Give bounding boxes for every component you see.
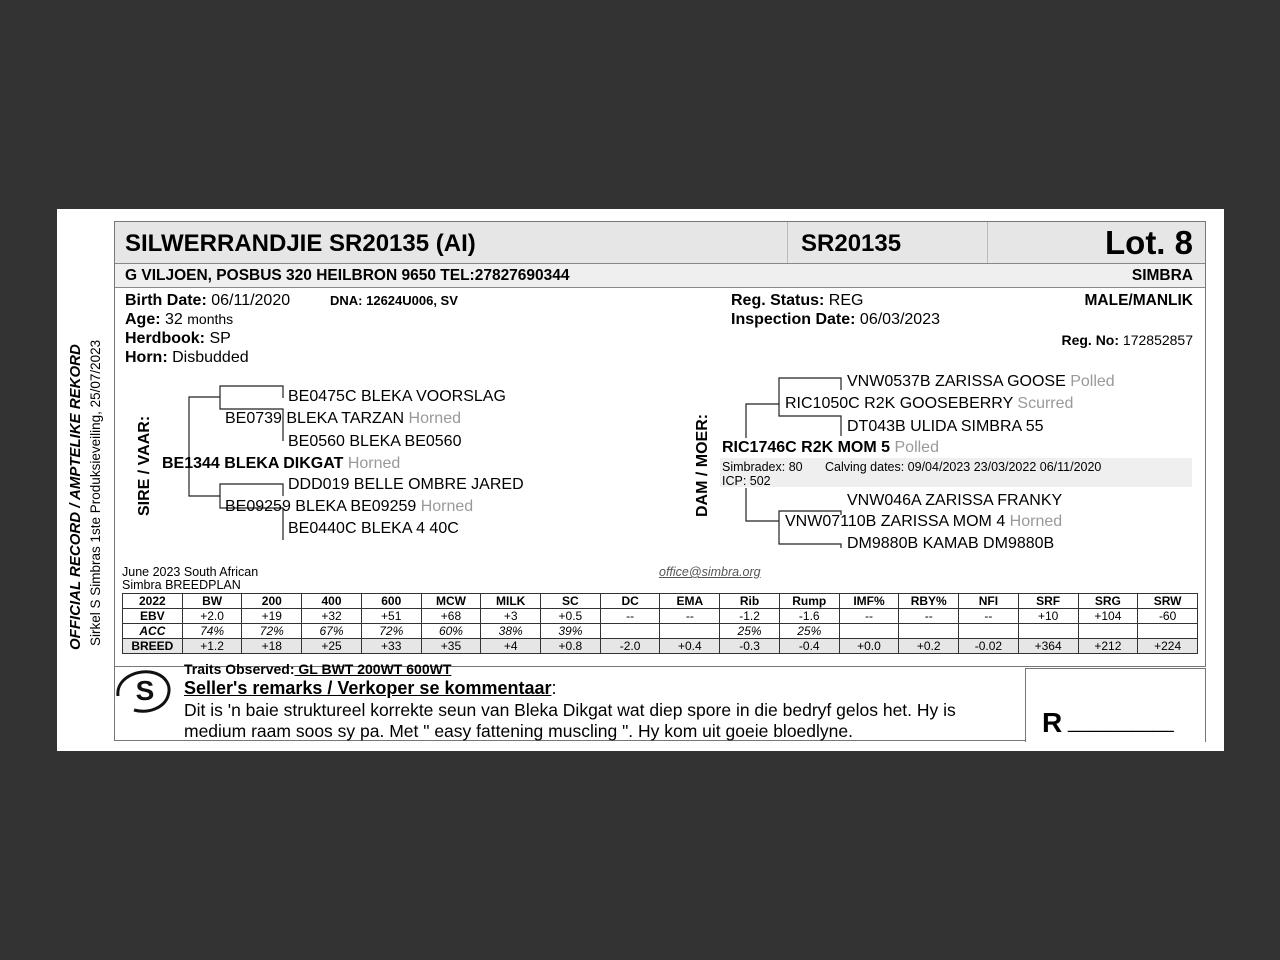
table-cell: -- <box>600 609 660 624</box>
table-cell <box>1078 624 1138 639</box>
table-cell: +1.2 <box>182 639 242 654</box>
dam-name: RIC1746C R2K MOM 5 Polled <box>722 439 939 456</box>
calving-dates: Calving dates: 09/04/2023 23/03/2022 06/11/2020 <box>825 460 1102 474</box>
table-header: BW <box>182 594 242 609</box>
table-cell: -0.3 <box>720 639 780 654</box>
table-cell: 72% <box>361 624 421 639</box>
herdbook: Herdbook: SP <box>125 330 231 347</box>
table-cell: +51 <box>361 609 421 624</box>
table-cell: -1.2 <box>720 609 780 624</box>
table-cell <box>839 624 899 639</box>
sire-name: BE1344 BLEKA DIKGAT Horned <box>162 455 401 472</box>
dam-sire-sire: VNW0537B ZARISSA GOOSE Polled <box>847 373 1115 390</box>
table-header: NFI <box>959 594 1019 609</box>
table-cell: +68 <box>421 609 481 624</box>
table-header: IMF% <box>839 594 899 609</box>
reg-status: Reg. Status: REG <box>731 292 864 309</box>
remarks-line-1: Dit is 'n baie struktureel korrekte seun van Bleka Dikgat wat diep spore in die bedryf gelos het. Hy is <box>184 700 956 720</box>
table-cell <box>600 624 660 639</box>
table-cell <box>899 624 959 639</box>
office-email-link[interactable]: office@simbra.org <box>659 565 761 579</box>
table-cell: -- <box>899 609 959 624</box>
table-cell: -0.4 <box>779 639 839 654</box>
table-cell: +10 <box>1018 609 1078 624</box>
table-cell: +0.2 <box>899 639 959 654</box>
table-cell: -1.6 <box>779 609 839 624</box>
table-header: 600 <box>361 594 421 609</box>
table-cell: +0.5 <box>541 609 601 624</box>
sire-dam-sire: DDD019 BELLE OMBRE JARED <box>288 476 524 493</box>
table-cell: +35 <box>421 639 481 654</box>
table-header: 2022 <box>123 594 183 609</box>
table-cell: -- <box>839 609 899 624</box>
table-header: RBY% <box>899 594 959 609</box>
sire-dam-dam: BE0440C BLEKA 4 40C <box>288 520 459 537</box>
table-cell: +0.4 <box>660 639 720 654</box>
table-header: SRW <box>1138 594 1198 609</box>
table-cell: 25% <box>720 624 780 639</box>
breed-name: SIMBRA <box>1131 267 1193 284</box>
sire-sire: BE0739 BLEKA TARZAN Horned <box>225 410 461 427</box>
remarks-line-2: medium raam soos sy pa. Met " easy fattening muscling ". Hy kom uit goeie bloedlyne. <box>184 721 853 741</box>
price-blank[interactable]: __________ <box>1068 712 1174 733</box>
dam-label: DAM / MOER: <box>694 413 711 517</box>
table-cell <box>1018 624 1078 639</box>
traits-observed: Traits Observed: GL BWT 200WT 600WT <box>184 661 452 677</box>
birth-date: Birth Date: 06/11/2020 <box>125 292 291 309</box>
lot-number: Lot. 8 <box>1105 224 1193 261</box>
reg-number: Reg. No: 172852857 <box>1061 332 1193 348</box>
table-cell: 74% <box>182 624 242 639</box>
table-header-row <box>123 594 1198 609</box>
table-header: SRF <box>1018 594 1078 609</box>
table-cell: 72% <box>242 624 302 639</box>
table-cell: +0.8 <box>541 639 601 654</box>
breedplan-caption-2: Simbra BREEDPLAN <box>122 578 241 592</box>
breedplan-table <box>122 593 1198 654</box>
sirkel-s-logo-icon <box>112 666 176 716</box>
dam-dam-dam: DM9880B KAMAB DM9880B <box>847 535 1055 552</box>
table-cell: +224 <box>1138 639 1198 654</box>
animal-name: SILWERRANDJIE SR20135 (AI) <box>125 230 476 257</box>
svg-text:S: S <box>135 675 155 706</box>
dam-dam: VNW07110B ZARISSA MOM 4 Horned <box>785 513 1063 530</box>
table-cell: +33 <box>361 639 421 654</box>
breeder-info: G VILJOEN, POSBUS 320 HEILBRON 9650 TEL:27827690344 <box>125 267 570 284</box>
table-cell: 25% <box>779 624 839 639</box>
age: Age: 32 months <box>125 311 234 328</box>
sire-sire-sire: BE0475C BLEKA VOORSLAG <box>288 388 506 405</box>
sale-info: Sirkel S Simbras 1ste Produksieveiling, 25/07/2023 <box>88 339 103 646</box>
table-row-acc <box>123 624 1198 639</box>
table-cell: -- <box>959 609 1019 624</box>
dna-info: DNA: 12624U006, SV <box>330 293 458 308</box>
table-header: SRG <box>1078 594 1138 609</box>
price-label: R <box>1042 707 1063 738</box>
table-cell: -2.0 <box>600 639 660 654</box>
table-cell: -- <box>660 609 720 624</box>
animal-code: SR20135 <box>801 230 902 257</box>
table-cell: +212 <box>1078 639 1138 654</box>
table-header: MILK <box>481 594 541 609</box>
table-cell <box>959 624 1019 639</box>
table-cell: +4 <box>481 639 541 654</box>
table-header: 200 <box>242 594 302 609</box>
table-cell <box>1138 624 1198 639</box>
inspection-date: Inspection Date: 06/03/2023 <box>731 311 940 328</box>
table-cell: +25 <box>302 639 362 654</box>
sire-dam: BE09259 BLEKA BE09259 Horned <box>225 498 474 515</box>
table-header: MCW <box>421 594 481 609</box>
table-row-ebv <box>123 609 1198 624</box>
table-cell: 39% <box>541 624 601 639</box>
table-header: 400 <box>302 594 362 609</box>
table-cell: -0.02 <box>959 639 1019 654</box>
table-cell: +3 <box>481 609 541 624</box>
breedplan-caption-1: June 2023 South African <box>122 565 259 579</box>
table-cell: BREED <box>123 639 183 654</box>
table-cell: ACC <box>123 624 183 639</box>
table-cell: 60% <box>421 624 481 639</box>
official-record-label: OFFICIAL RECORD / AMPTELIKE REKORD <box>67 344 84 650</box>
table-header: DC <box>600 594 660 609</box>
dam-dam-sire: VNW046A ZARISSA FRANKY <box>847 492 1063 509</box>
table-cell: +104 <box>1078 609 1138 624</box>
table-cell: -60 <box>1138 609 1198 624</box>
icp: ICP: 502 <box>722 474 771 488</box>
remarks-title: Seller's remarks / Verkoper se kommentaar: <box>184 678 557 698</box>
table-header: Rib <box>720 594 780 609</box>
simbradex: Simbradex: 80 <box>722 460 803 474</box>
sire-label: SIRE / VAAR: <box>136 415 153 516</box>
table-cell: EBV <box>123 609 183 624</box>
table-header: Rump <box>779 594 839 609</box>
table-cell: +18 <box>242 639 302 654</box>
dam-sire-dam: DT043B ULIDA SIMBRA 55 <box>847 418 1044 435</box>
table-cell <box>660 624 720 639</box>
dam-sire: RIC1050C R2K GOOSEBERRY Scurred <box>785 395 1074 412</box>
table-cell: +0.0 <box>839 639 899 654</box>
sex: MALE/MANLIK <box>1084 292 1193 309</box>
table-cell: 67% <box>302 624 362 639</box>
sire-sire-dam: BE0560 BLEKA BE0560 <box>288 433 462 450</box>
table-cell: +364 <box>1018 639 1078 654</box>
table-row-breed <box>123 639 1198 654</box>
table-cell: +32 <box>302 609 362 624</box>
table-cell: 38% <box>481 624 541 639</box>
table-header: EMA <box>660 594 720 609</box>
horn-status: Horn: Disbudded <box>125 349 249 366</box>
table-header: SC <box>541 594 601 609</box>
table-cell: +19 <box>242 609 302 624</box>
table-cell: +2.0 <box>182 609 242 624</box>
